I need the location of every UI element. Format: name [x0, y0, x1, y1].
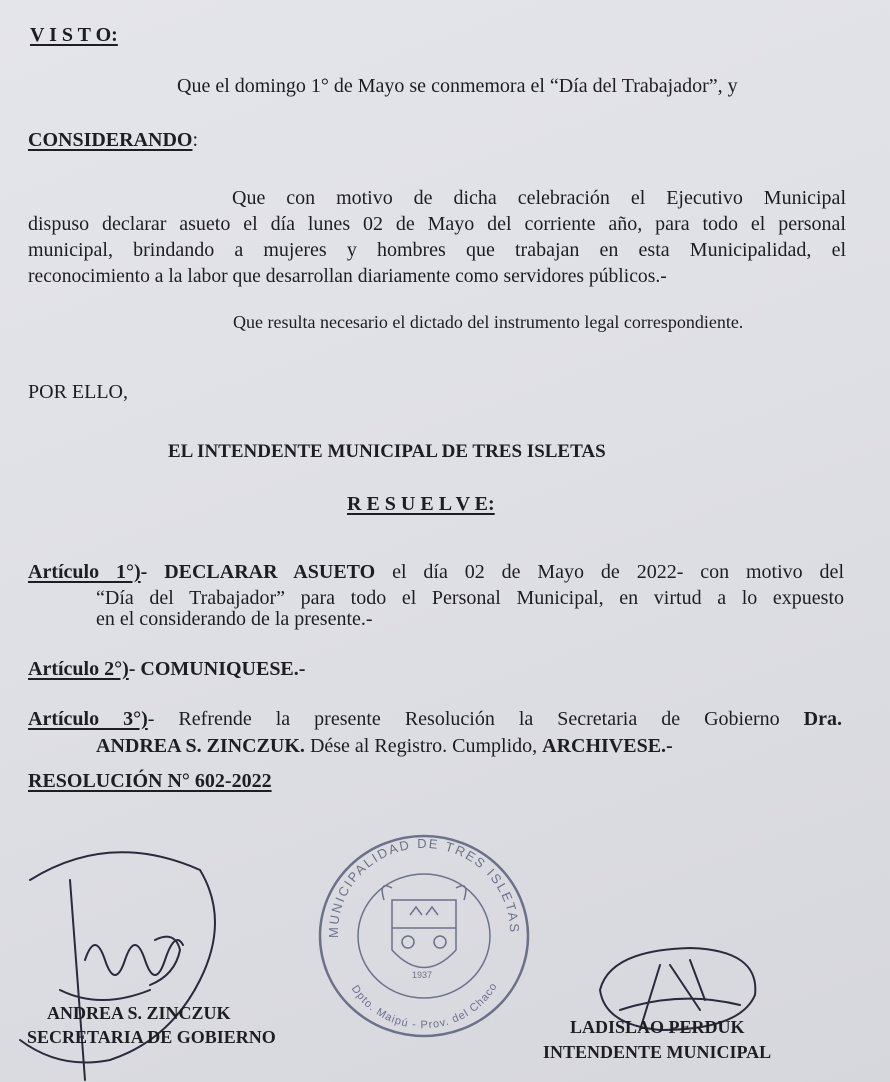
left-signatory-name: ANDREA S. ZINCZUK [47, 1003, 231, 1023]
visto-text: Que el domingo 1° de Mayo se conmemora el “Día del Trabajador”, y [177, 75, 738, 97]
coat-of-arms-icon [382, 886, 466, 968]
considerando-p2: Que resulta necesario el dictado del instrumento legal correspondiente. [233, 312, 744, 332]
considerando-p1-line2: dispuso declarar asueto el día lunes 02 de Mayo del corriente año, para todo el personal [28, 213, 846, 235]
seal-year: 1937 [412, 970, 433, 980]
por-ello: POR ELLO, [28, 381, 128, 403]
considerando-p1-line4: reconocimiento a la labor que desarrollan diariamente como servidores públicos.- [28, 266, 667, 287]
seal-top-text: MUNICIPALIDAD DE TRES ISLETAS [325, 835, 523, 939]
article-3-label: Artículo 3°) [28, 708, 148, 730]
article-3-text: - Refrende la presente Resolución la Secretaria de Gobierno [147, 708, 804, 730]
article-1-line3: en el considerando de la presente.- [96, 608, 373, 630]
seal-bottom-text: Dpto. Maipú - Prov. del Chaco [348, 980, 501, 1032]
left-signatory-title: SECRETARIA DE GOBIERNO [27, 1027, 276, 1047]
visto-heading: V I S T O: [30, 24, 118, 46]
municipal-seal [320, 836, 528, 1036]
considerando-p1-line3: municipal, brindando a mujeres y hombres que trabajan en esta Municipalidad, el [28, 239, 846, 261]
considerando-heading-colon: : [192, 129, 199, 151]
resuelve-heading: R E S U E L V E: [347, 493, 495, 515]
article-3-dra: Dra. [803, 708, 842, 730]
article-1-text: el día 02 de Mayo de 2022- con motivo del [375, 561, 844, 583]
article-3-archivese: ARCHIVESE.- [542, 735, 673, 757]
article-1-label: Artículo 1°) [28, 561, 141, 583]
article-2-label: Artículo 2°) [28, 658, 129, 680]
considerando-p1-line1: Que con motivo de dicha celebración el Ejecutivo Municipal [232, 187, 846, 209]
article-1-action: - DECLARAR ASUETO [140, 561, 376, 583]
article-3-text2: Dése al Registro. Cumplido, [304, 735, 543, 757]
authority-heading: EL INTENDENTE MUNICIPAL DE TRES ISLETAS [168, 441, 606, 462]
right-signatory-name: LADISLAO PERDUK [570, 1017, 745, 1037]
considerando-heading-text: CONSIDERANDO [28, 129, 193, 151]
article-3-secretary-name: ANDREA S. ZINCZUK. [96, 735, 305, 757]
article-1-line2: “Día del Trabajador” para todo el Personal Municipal, en virtud a lo expuesto [96, 587, 844, 609]
resolution-number: RESOLUCIÓN N° 602-2022 [28, 770, 272, 792]
article-2-text: - COMUNIQUESE.- [128, 658, 306, 680]
right-signatory-title: INTENDENTE MUNICIPAL [543, 1042, 772, 1062]
